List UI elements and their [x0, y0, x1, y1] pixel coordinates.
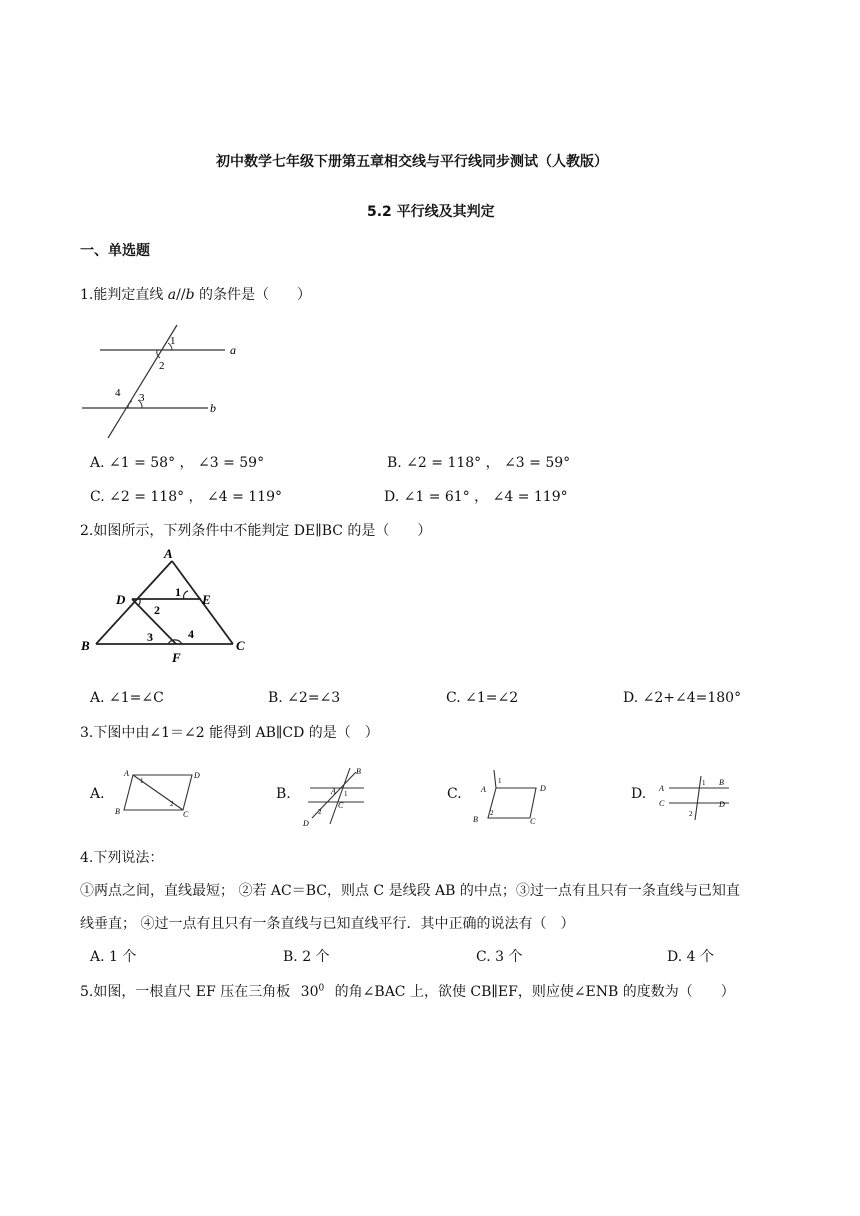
q2-option-d[interactable]: D. ∠2+∠4=180°: [623, 690, 742, 706]
svg-text:B: B: [356, 767, 361, 776]
svg-text:D: D: [303, 819, 309, 828]
transversal: [108, 325, 177, 438]
q3-option-d[interactable]: D.: [631, 786, 647, 802]
q2-option-a[interactable]: A. ∠1=∠C: [90, 690, 164, 706]
document-subtitle: 5.2 平行线及其判定: [367, 204, 495, 220]
label-B: B: [81, 638, 90, 653]
question-1-stem: 1.能判定直线 𝑎//𝑏 的条件是（ ）: [80, 287, 311, 303]
q1-option-a[interactable]: A. ∠1 = 58° ， ∠3 = 59°: [90, 455, 265, 471]
question-4-stem: 4.下列说法：: [80, 850, 164, 866]
svg-text:B: B: [115, 807, 120, 816]
label-n1: 1: [175, 585, 181, 599]
q1-option-b[interactable]: B. ∠2 = 118° ， ∠3 = 59°: [387, 455, 571, 471]
svg-text:1: 1: [498, 777, 502, 785]
svg-text:D: D: [540, 784, 546, 793]
q3-figure-d: [655, 772, 735, 824]
q4-option-d[interactable]: D. 4 个: [667, 949, 714, 965]
question-2-stem: 2.如图所示，下列条件中不能判定 DE∥BC 的是（ ）: [80, 523, 432, 539]
label-E: E: [202, 592, 211, 607]
question-5-stem: [80, 981, 735, 1001]
q4-option-b[interactable]: B. 2 个: [283, 949, 330, 965]
label-1: 1: [170, 335, 176, 347]
label-a: a: [230, 343, 236, 357]
label-2: 2: [159, 360, 165, 372]
svg-text:D: D: [719, 800, 725, 809]
svg-text:2: 2: [318, 808, 322, 816]
q5-stem-pre: 5.如图，一根直尺 EF 压在三角板: [80, 984, 291, 1000]
svg-text:2: 2: [170, 800, 174, 808]
q4-option-a[interactable]: A. 1 个: [90, 949, 137, 965]
svg-text:1: 1: [344, 790, 348, 798]
svg-text:2: 2: [689, 810, 693, 818]
label-A: A: [164, 546, 173, 561]
label-C: C: [236, 638, 245, 653]
label-b: b: [210, 401, 216, 415]
q3-option-b[interactable]: B.: [276, 786, 291, 802]
label-n2: 2: [154, 603, 160, 617]
label-3: 3: [139, 392, 145, 404]
label-n3: 3: [147, 630, 153, 644]
svg-text:A: A: [481, 785, 486, 794]
q3-figure-c: [470, 766, 550, 826]
svg-text:B: B: [719, 778, 724, 787]
q3-figure-b: [298, 764, 378, 828]
label-n4: 4: [188, 627, 194, 641]
question-2-figure: [78, 546, 258, 664]
label-D: D: [116, 592, 126, 607]
svg-text:C: C: [338, 801, 344, 810]
question-4-line-1: ①两点之间，直线最短； ②若 AC＝BC，则点 C 是线段 AB 的中点；③过一点有且只有一条直线与已知直: [80, 883, 740, 899]
q2-option-c[interactable]: C. ∠1=∠2: [446, 690, 519, 706]
label-4: 4: [115, 387, 121, 399]
section-heading: 一、单选题: [80, 243, 150, 259]
side-AB: [96, 561, 172, 644]
q1-option-d[interactable]: D. ∠1 = 61° ， ∠4 = 119°: [384, 489, 568, 505]
question-3-stem: 3.下图中由∠1＝∠2 能得到 AB∥CD 的是（ ）: [80, 725, 379, 741]
svg-text:C: C: [530, 817, 536, 826]
question-4-line-2: 线垂直； ④过一点有且只有一条直线与已知直线平行．其中正确的说法有（ ）: [80, 916, 575, 932]
question-1-figure: [70, 325, 260, 440]
angle-4-arc: [128, 401, 132, 408]
q5-degree: $30^0$: [300, 983, 325, 1000]
svg-text:1: 1: [140, 777, 144, 785]
svg-text:1: 1: [702, 779, 706, 787]
svg-text:A: A: [124, 769, 129, 778]
document-title: 初中数学七年级下册第五章相交线与平行线同步测试（人教版）: [216, 154, 608, 170]
svg-text:C: C: [659, 799, 665, 808]
q3-figure-a: [112, 766, 204, 818]
svg-text:D: D: [194, 771, 200, 780]
svg-text:B: B: [473, 815, 478, 824]
q3-option-a[interactable]: A.: [90, 786, 105, 802]
q2-option-b[interactable]: B. ∠2=∠3: [268, 690, 341, 706]
svg-text:C: C: [183, 810, 189, 819]
svg-text:A: A: [331, 787, 336, 796]
q1-option-c[interactable]: C. ∠2 = 118° ， ∠4 = 119°: [90, 489, 282, 505]
q5-stem-post: 的角∠BAC 上，欲使 CB∥EF，则应使∠ENB 的度数为（ ）: [334, 984, 735, 1000]
label-F: F: [172, 650, 181, 665]
q4-option-c[interactable]: C. 3 个: [476, 949, 523, 965]
q3-option-c[interactable]: C.: [447, 786, 462, 802]
svg-text:2: 2: [490, 809, 494, 817]
svg-text:A: A: [659, 784, 664, 793]
